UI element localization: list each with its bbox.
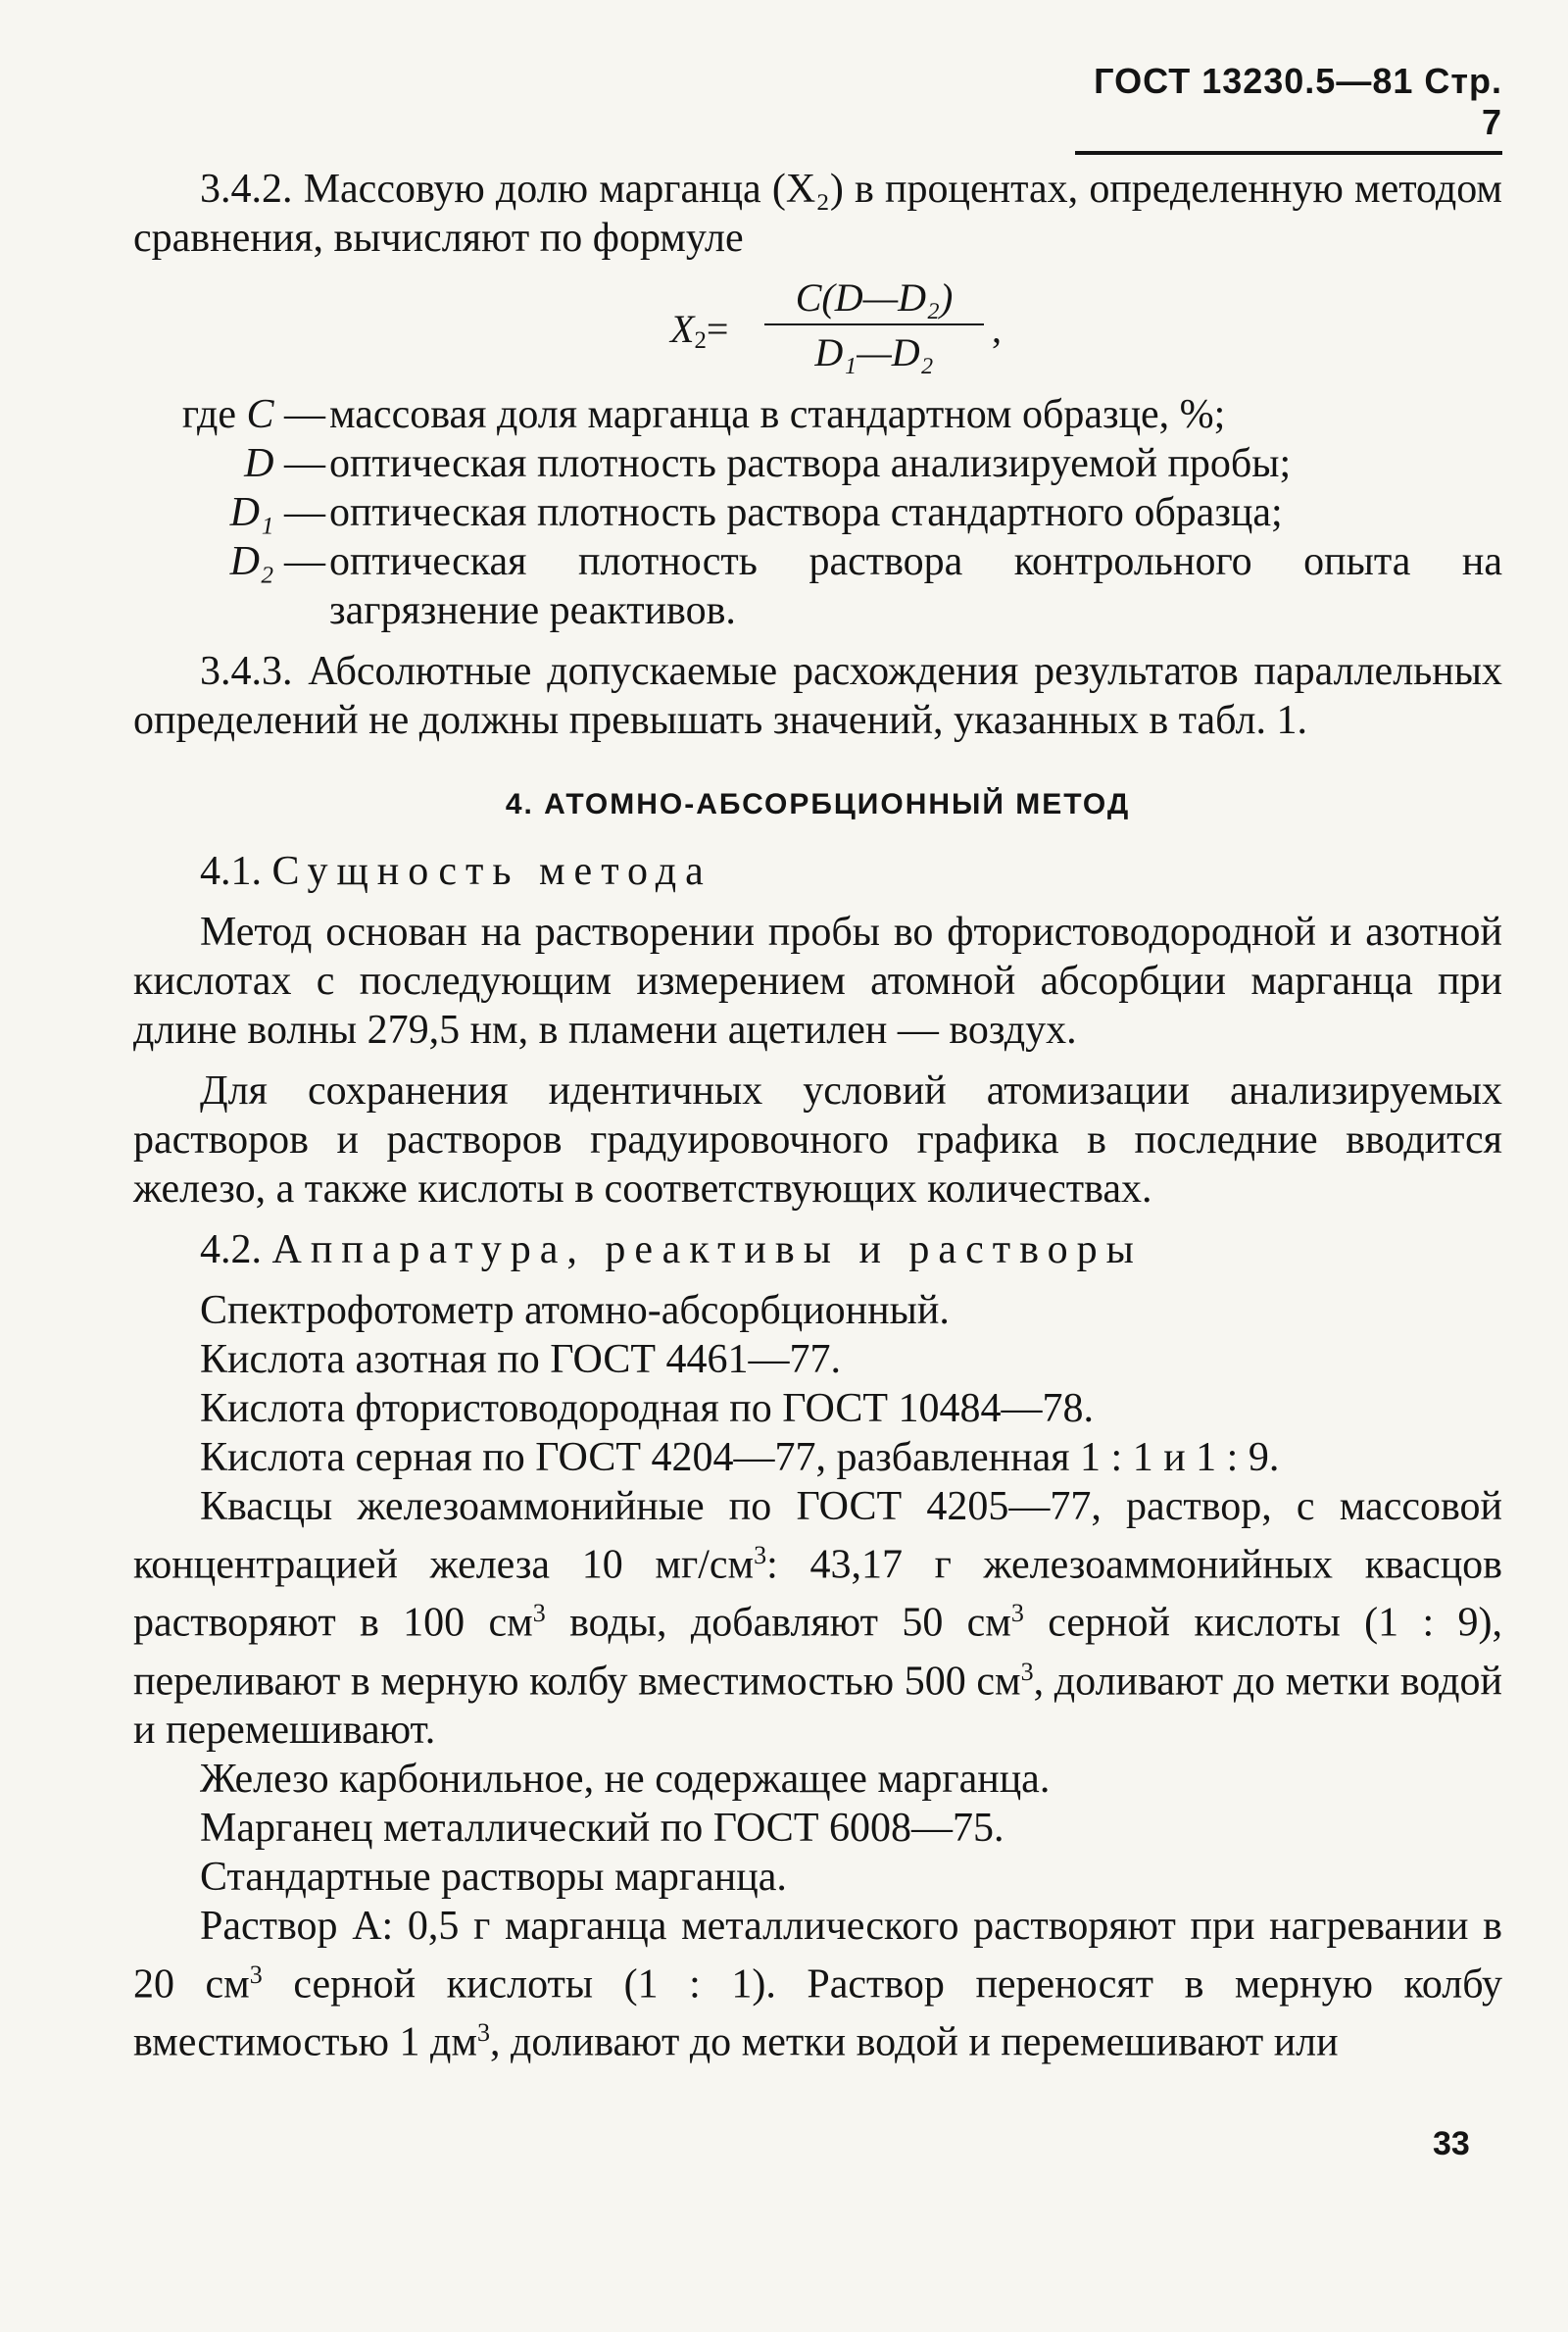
body-text	[133, 165, 1502, 2067]
list-item: Стандартные растворы марганца.	[200, 1854, 787, 1900]
list-item: Железо карбонильное, не содержащее марганца.	[200, 1756, 1051, 1802]
list-item: Спектрофотометр атомно-абсорбционный.	[200, 1288, 950, 1333]
paragraph-3-4-3: 3.4.3. Абсолютные допускаемые расхождения результатов параллельных определений не должны превышать значений, указанных в табл. 1.	[133, 649, 1502, 743]
page-number: 33	[1433, 2125, 1470, 2162]
subsection-4-2-heading: 4.2. Аппаратура, реактивы и растворы	[200, 1227, 1143, 1272]
definition-row: D — оптическая плотность раствора анализируемой пробы;	[244, 441, 1292, 486]
formula-fraction	[764, 274, 984, 376]
variable-definitions	[133, 390, 1502, 635]
formula-lhs: $X_2=$	[670, 307, 729, 355]
list-item: Марганец металлический по ГОСТ 6008—75.	[200, 1805, 1004, 1851]
formula-numerator: C(D—D₂)	[795, 275, 954, 320]
paragraph-4-1-a: Метод основан на растворении пробы во фтористоводородной и азотной кислотах с последующим измерением атомной абсорбции марганца при длине волны 279,5 нм, в пламени ацетилен — воздух.	[133, 910, 1502, 1053]
formula-comma: ,	[992, 307, 1002, 351]
fraction-bar	[764, 323, 984, 325]
definition-row: D₁ — оптическая плотность раствора стандартного образца;	[229, 490, 1283, 535]
formula-x2	[133, 274, 1502, 376]
subsection-4-1-heading: 4.1. Сущность метода	[200, 849, 712, 894]
section-title-4: 4. АТОМНО-АБСОРБЦИОННЫЙ МЕТОД	[505, 788, 1131, 820]
definition-row: D₂ — оптическая плотность раствора контрольного опыта на загрязнение реактивов.	[229, 539, 1502, 633]
formula-denominator: D₁—D₂	[814, 330, 934, 374]
paragraph-solution-a: Раствор А: 0,5 г марганца металлического растворяют при нагревании в 20 $см^3$ серной кислоты (1 : 1). Раствор переносят в мерную колбу вместимостью 1 $дм^3$, доливают до метки водой и перемешивают или	[133, 1903, 1502, 2065]
paragraph-3-4-2: 3.4.2. Массовую долю марганца (X₂) в процентах, определенную методом сравнения, вычисляют по формуле	[133, 167, 1502, 261]
list-item: Кислота азотная по ГОСТ 4461—77.	[200, 1337, 841, 1382]
paragraph-4-1-b: Для сохранения идентичных условий атомизации анализируемых растворов и растворов градуировочного графика в последние вводится железо, а также кислоты в соответствующих количествах.	[133, 1068, 1502, 1212]
list-item: Кислота серная по ГОСТ 4204—77, разбавленная 1 : 1 и 1 : 9.	[200, 1435, 1280, 1480]
list-item: Кислота фтористоводородная по ГОСТ 10484—78.	[200, 1386, 1095, 1431]
definition-row: где C — массовая доля марганца в стандартном образце, %;	[181, 392, 1226, 437]
paragraph-alum-solution: Квасцы железоаммонийные по ГОСТ 4205—77, раствор, с массовой концентрацией железа 10 $мг/см^3$: 43,17 г железоаммонийных квасцов растворяют в 100 $см^3$ воды, добавляют 50 $см^3$ серной кислоты (1 : 9), переливают в мерную колбу вместимостью 500 $см^3$, доливают до метки водой и перемешивают.	[133, 1484, 1502, 1753]
running-header: ГОСТ 13230.5—81 Стр. 7	[1075, 61, 1502, 155]
